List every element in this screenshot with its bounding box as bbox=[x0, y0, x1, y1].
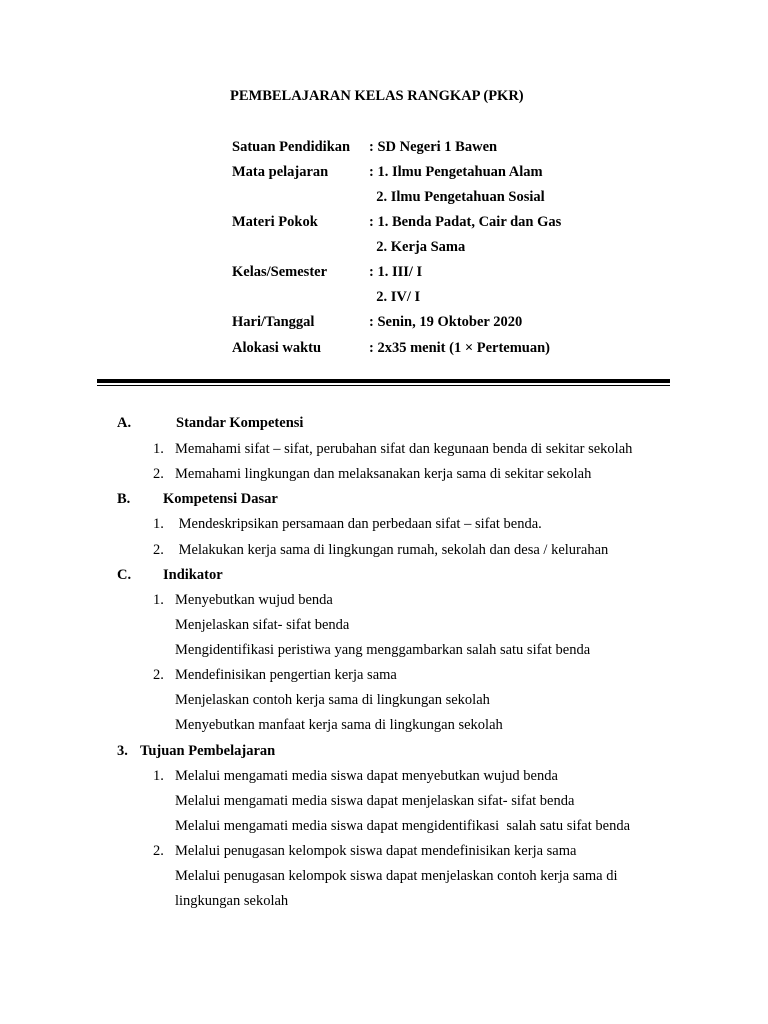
list-item: Melalui penugasan kelompok siswa dapat mendefinisikan kerja sama bbox=[175, 843, 577, 859]
list-item: Menyebutkan manfaat kerja sama di lingkungan sekolah bbox=[175, 717, 503, 733]
list-item: Mengidentifikasi peristiwa yang menggambarkan salah satu sifat benda bbox=[175, 642, 591, 658]
list-item: Melakukan kerja sama di lingkungan rumah, sekolah dan desa / kelurahan bbox=[175, 542, 609, 558]
info-label: Kelas/Semester bbox=[232, 264, 328, 280]
section-title: Tujuan Pembelajaran bbox=[140, 743, 276, 759]
list-item: Mendeskripsikan persamaan dan perbedaan sifat – sifat benda. bbox=[175, 516, 542, 532]
info-value: : Senin, 19 Oktober 2020 bbox=[369, 314, 523, 330]
info-value: : 1. Ilmu Pengetahuan Alam bbox=[369, 164, 543, 180]
info-label: Satuan Pendidikan bbox=[232, 139, 351, 155]
list-number: 2. bbox=[153, 667, 164, 683]
list-number: 2. bbox=[153, 466, 164, 482]
section-letter: B. bbox=[117, 491, 131, 507]
info-label: Materi Pokok bbox=[232, 214, 318, 230]
section-title: Standar Kompetensi bbox=[176, 415, 304, 431]
section-title: Kompetensi Dasar bbox=[163, 491, 278, 507]
list-item: Melalui mengamati media siswa dapat menjelaskan sifat- sifat benda bbox=[175, 793, 575, 809]
info-value: : 1. III/ I bbox=[369, 264, 423, 280]
section-title: Indikator bbox=[163, 567, 223, 583]
header-divider-thin bbox=[97, 385, 670, 386]
list-item: Mendefinisikan pengertian kerja sama bbox=[175, 667, 397, 683]
info-value: 2. IV/ I bbox=[369, 289, 421, 305]
info-value: : 2x35 menit (1 × Pertemuan) bbox=[369, 340, 551, 356]
info-value: 2. Ilmu Pengetahuan Sosial bbox=[369, 189, 545, 205]
list-item: Memahami sifat – sifat, perubahan sifat dan kegunaan benda di sekitar sekolah bbox=[175, 441, 633, 457]
header-divider-thick bbox=[97, 379, 670, 383]
document-title: PEMBELAJARAN KELAS RANGKAP (PKR) bbox=[230, 88, 524, 104]
list-item: Melalui mengamati media siswa dapat mengidentifikasi salah satu sifat benda bbox=[175, 818, 631, 834]
section-letter: 3. bbox=[117, 743, 128, 759]
list-item: Memahami lingkungan dan melaksanakan kerja sama di sekitar sekolah bbox=[175, 466, 592, 482]
list-number: 1. bbox=[153, 441, 164, 457]
list-number: 1. bbox=[153, 768, 164, 784]
list-item: Melalui penugasan kelompok siswa dapat menjelaskan contoh kerja sama di bbox=[175, 868, 618, 884]
list-number: 1. bbox=[153, 516, 164, 532]
list-item: lingkungan sekolah bbox=[175, 893, 289, 909]
info-label: Mata pelajaran bbox=[232, 164, 329, 180]
info-value: : SD Negeri 1 Bawen bbox=[369, 139, 498, 155]
info-value: 2. Kerja Sama bbox=[369, 239, 466, 255]
section-letter: C. bbox=[117, 567, 132, 583]
section-letter: A. bbox=[117, 415, 132, 431]
list-item: Menjelaskan sifat- sifat benda bbox=[175, 617, 350, 633]
info-label: Alokasi waktu bbox=[232, 340, 322, 356]
info-value: : 1. Benda Padat, Cair dan Gas bbox=[369, 214, 562, 230]
list-number: 2. bbox=[153, 843, 164, 859]
list-number: 1. bbox=[153, 592, 164, 608]
info-label: Hari/Tanggal bbox=[232, 314, 315, 330]
list-item: Menyebutkan wujud benda bbox=[175, 592, 333, 608]
list-number: 2. bbox=[153, 542, 164, 558]
list-item: Menjelaskan contoh kerja sama di lingkungan sekolah bbox=[175, 692, 490, 708]
list-item: Melalui mengamati media siswa dapat menyebutkan wujud benda bbox=[175, 768, 558, 784]
